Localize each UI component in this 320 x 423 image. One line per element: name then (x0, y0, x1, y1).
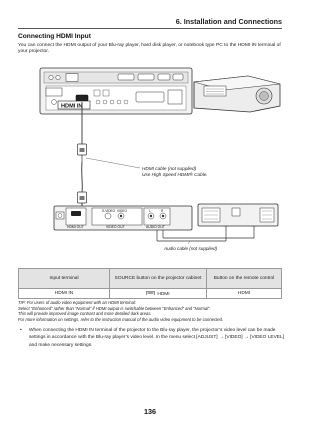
tip-line: This will provide improved image contrast and more detailed dark areas. (18, 311, 152, 317)
audio-receiver (198, 204, 278, 226)
page-number: 136 (144, 407, 156, 416)
tip-note (18, 300, 284, 323)
table-header-cell: Input terminal (19, 269, 110, 289)
hdmi-cable-note: HDMI cable (not supplied) (142, 166, 197, 171)
table-row (19, 289, 282, 299)
audio-cable-note: Audio cable (not supplied) (164, 246, 218, 251)
tip-line: TIP: For users of audio video equipment with an HDMI terminal: (18, 300, 136, 305)
table-header-row (19, 269, 282, 289)
table-cell: HDMI (207, 289, 282, 299)
connection-diagram (18, 60, 282, 256)
tip-line: For more information on settings, refer to the instruction manual of the audio video equipment to be connected. (18, 317, 224, 323)
audio-out-port-label: AUDIO OUT (146, 225, 165, 229)
hdmi-out-port-label: HDMI OUT (67, 225, 84, 229)
intro-paragraph: You can connect the HDMI output of your Blu-ray player, hard disk player, or notebook type PC to the HDMI IN terminal of your projector. (18, 43, 281, 55)
audio-left-label: L (149, 209, 151, 213)
table-cell-text: HDMI (157, 291, 170, 297)
chapter-heading: 6. Installation and Connections (175, 17, 282, 26)
hdmi-logo-icon (146, 291, 155, 296)
tip-line: Select “Enhanced” rather than “Normal” if HDMI output is switchable between “Enhanced” and “Normal”. (18, 305, 211, 311)
bullet-text: When connecting the HDMI IN terminal of the projector to the Blu-ray player, the projector’s video level can be made settings in accordance with the Blu-ray player’s video level. In the menu select [ADJUST] → [VIDEO] → [VIDEO LEVEL] and make necessary settings. (29, 328, 284, 348)
section-title: Connecting HDMI Input (18, 33, 91, 40)
bullet-note (18, 327, 284, 349)
header-rule (18, 28, 282, 29)
table-header-cell: SOURCE button on the projector cabinet (110, 269, 207, 289)
audio-cable-pointer (188, 241, 190, 244)
input-source-table (18, 268, 282, 299)
video-port-label: VIDEO (117, 209, 127, 213)
projector-body (194, 76, 280, 112)
table-cell (110, 289, 207, 299)
hdmi-cable-hint: Use High Speed HDMI® Cable. (142, 172, 208, 177)
s-video-port-label: S-VIDEO (102, 209, 116, 213)
table-cell: HDMI IN (19, 289, 110, 299)
bullet-icon: • (20, 328, 22, 333)
video-out-port-label: VIDEO OUT (106, 225, 125, 229)
hdmi-cable (78, 102, 87, 212)
hdmi-in-label: HDMI IN (61, 103, 83, 110)
audio-right-label: R (161, 209, 164, 213)
table-header-cell: Button on the remote control (207, 269, 282, 289)
hdmi-cable-pointer (86, 158, 140, 168)
